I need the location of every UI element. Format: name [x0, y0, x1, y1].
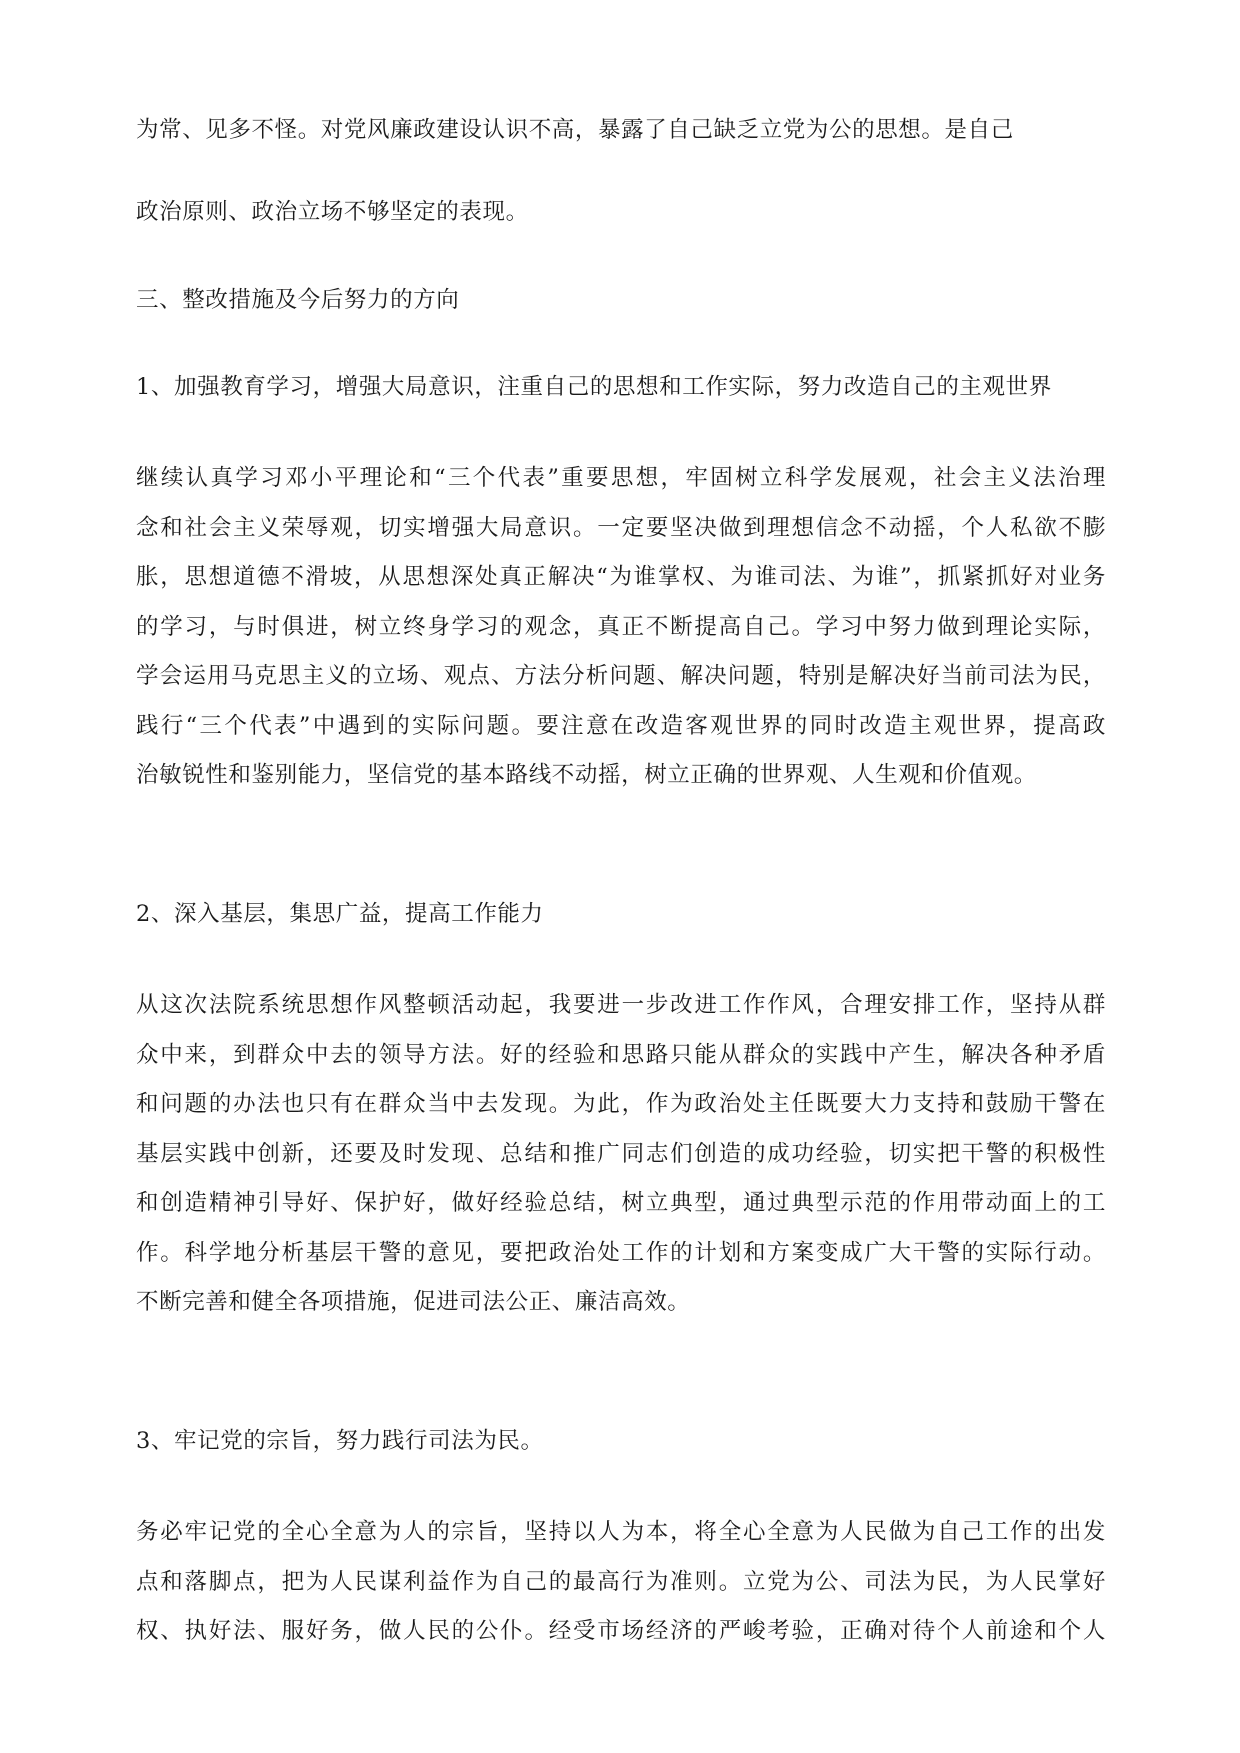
- paragraph-line: 点和落脚点，把为人民谋利益作为自己的最高行为准则。立党为公、司法为民，为人民掌好: [136, 1568, 1106, 1595]
- paragraph-line: 继续认真学习邓小平理论和“三个代表”重要思想，牢固树立科学发展观，社会主义法治理: [136, 465, 1106, 491]
- paragraph-line: 为常、见多不怪。对党风廉政建设认识不高，暴露了自己缺乏立党为公的思想。是自己: [136, 117, 1014, 143]
- item-heading: 3、牢记党的宗旨，努力践行司法为民。: [136, 1428, 544, 1454]
- paragraph-line: 践行“三个代表”中遇到的实际问题。要注意在改造客观世界的同时改造主观世界，提高政: [136, 712, 1106, 739]
- paragraph-line: 胀，思想道德不滑坡，从思想深处真正解决“为谁掌权、为谁司法、为谁”，抓紧抓好对业务: [136, 564, 1106, 590]
- paragraph-line: 从这次法院系统思想作风整顿活动起，我要进一步改进工作作风，合理安排工作，坚持从群: [136, 992, 1106, 1018]
- item-heading: 2、深入基层，集思广益，提高工作能力: [136, 901, 544, 927]
- paragraph-line: 基层实践中创新，还要及时发现、总结和推广同志们创造的成功经验，切实把干警的积极性: [136, 1140, 1106, 1167]
- paragraph-line: 不断完善和健全各项措施，促进司法公正、廉洁高效。: [136, 1289, 691, 1315]
- paragraph-line: 念和社会主义荣辱观，切实增强大局意识。一定要坚决做到理想信念不动摇，个人私欲不膨: [136, 514, 1106, 541]
- paragraph-line: 权、执好法、服好务，做人民的公仆。经受市场经济的严峻考验，正确对待个人前途和个人: [136, 1618, 1106, 1644]
- paragraph: [136, 454, 1106, 801]
- paragraph-line: 的学习，与时俱进，树立终身学习的观念，真正不断提高自己。学习中努力做到理论实际，: [136, 613, 1106, 640]
- paragraph-line: 和问题的办法也只有在群众当中去发现。为此，作为政治处主任既要大力支持和鼓励干警在: [136, 1091, 1106, 1117]
- paragraph-line: 众中来，到群众中去的领导方法。好的经验和思路只能从群众的实践中产生，解决各种矛盾: [136, 1041, 1106, 1068]
- paragraph-line: 作。科学地分析基层干警的意见，要把政治处工作的计划和方案变成广大干警的实际行动。: [136, 1239, 1106, 1266]
- paragraph-line: 政治原则、政治立场不够坚定的表现。: [136, 199, 529, 225]
- paragraph-line: 治敏锐性和鉴别能力，坚信党的基本路线不动摇，树立正确的世界观、人生观和价值观。: [136, 762, 1037, 788]
- paragraph-line: 务必牢记党的全心全意为人的宗旨，坚持以人为本，将全心全意为人民做为自己工作的出发: [136, 1519, 1106, 1545]
- paragraph: [136, 981, 1106, 1328]
- item-heading: 1、加强教育学习，增强大局意识，注重自己的思想和工作实际，努力改造自己的主观世界: [136, 374, 1052, 400]
- paragraph: [136, 1508, 1106, 1657]
- paragraph-line: 学会运用马克思主义的立场、观点、方法分析问题、解决问题，特别是解决好当前司法为民，: [136, 663, 1106, 689]
- paragraph-line: 和创造精神引导好、保护好，做好经验总结，树立典型，通过典型示范的作用带动面上的工: [136, 1190, 1106, 1216]
- section-heading: 三、整改措施及今后努力的方向: [136, 287, 460, 313]
